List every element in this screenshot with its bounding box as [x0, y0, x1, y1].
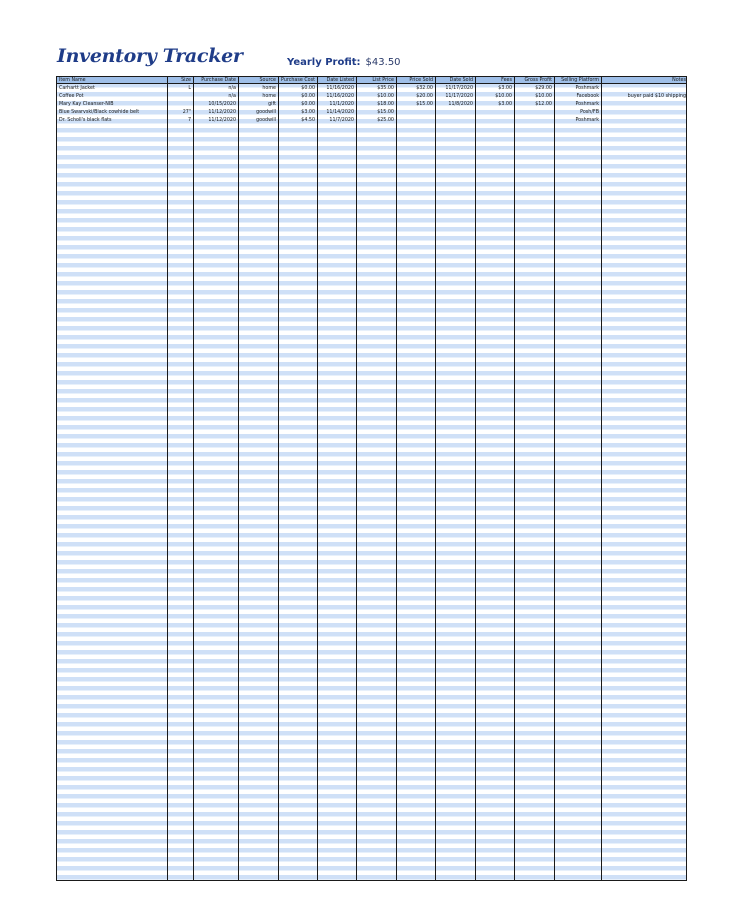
cell-list-price[interactable]: $25.00 [377, 117, 394, 123]
column-divider [238, 77, 239, 880]
cell-date-sold[interactable] [435, 116, 475, 124]
cell-gross-profit[interactable] [514, 108, 554, 116]
cell-size[interactable] [167, 100, 193, 108]
cell-date-listed[interactable]: 11/16/2020 [326, 85, 354, 91]
cell-date-sold[interactable] [435, 108, 475, 116]
cell-price-sold[interactable]: $20.00 [416, 93, 433, 99]
cell-fees[interactable] [475, 108, 514, 116]
cell-date-listed[interactable]: 11/7/2020 [329, 117, 354, 123]
cell-gross-profit[interactable]: $12.00 [535, 101, 552, 107]
column-divider [317, 77, 318, 880]
cell-selling-platform[interactable]: Facebook [576, 93, 599, 99]
col-header-purchase-cost[interactable]: Purchase Cost [278, 77, 317, 84]
col-header-price-sold[interactable]: Price Sold [396, 77, 435, 84]
cell-purchase-cost[interactable]: $0.00 [301, 85, 315, 91]
cell-date-sold[interactable]: 11/17/2020 [445, 93, 473, 99]
cell-notes[interactable] [601, 116, 687, 124]
column-divider [356, 77, 357, 880]
table-row [57, 108, 687, 116]
inventory-sheet [56, 76, 687, 881]
table-row [57, 116, 687, 124]
cell-date-listed[interactable]: 11/1/2020 [329, 101, 354, 107]
column-divider [475, 77, 476, 880]
cell-fees[interactable] [475, 116, 514, 124]
column-divider [167, 77, 168, 880]
cell-list-price[interactable]: $18.00 [377, 101, 394, 107]
cell-purchase-date[interactable]: 11/12/2020 [208, 109, 236, 115]
cell-source[interactable]: home [262, 93, 276, 99]
col-header-selling-platform[interactable]: Selling Platform [554, 77, 601, 84]
cell-gross-profit[interactable]: $29.00 [535, 85, 552, 91]
cell-size[interactable]: L [188, 85, 191, 91]
column-divider [435, 77, 436, 880]
cell-source[interactable]: gift [268, 101, 276, 107]
column-divider [514, 77, 515, 880]
cell-source[interactable]: goodwill [256, 109, 276, 115]
cell-size[interactable]: 27" [182, 109, 191, 115]
cell-fees[interactable]: $3.00 [498, 101, 512, 107]
cell-item-name[interactable]: Coffee Pot [59, 93, 84, 99]
cell-selling-platform[interactable]: Posh/FB [580, 109, 599, 115]
cell-list-price[interactable]: $10.00 [377, 93, 394, 99]
cell-purchase-cost[interactable]: $0.00 [301, 93, 315, 99]
cell-purchase-cost[interactable]: $4.50 [301, 117, 315, 123]
col-header-list-price[interactable]: List Price [356, 77, 396, 84]
cell-gross-profit[interactable]: $10.00 [535, 93, 552, 99]
yearly-profit [287, 57, 401, 68]
cell-item-name[interactable]: Blue Swarvski/Black cowhide belt [59, 109, 140, 115]
column-divider [278, 77, 279, 880]
cell-notes[interactable] [601, 84, 687, 93]
column-divider [396, 77, 397, 880]
col-header-notes[interactable]: Notes [601, 77, 687, 84]
cell-fees[interactable]: $10.00 [495, 93, 512, 99]
cell-price-sold[interactable]: $15.00 [416, 101, 433, 107]
page-title: Inventory Tracker [57, 45, 243, 67]
cell-date-sold[interactable]: 11/17/2020 [445, 85, 473, 91]
cell-price-sold[interactable] [396, 116, 435, 124]
cell-selling-platform[interactable]: Poshmark [575, 117, 599, 123]
cell-item-name[interactable]: Mary Kay Cleanser-NIB [59, 101, 114, 107]
cell-selling-platform[interactable]: Poshmark [575, 85, 599, 91]
table-row [57, 100, 687, 108]
cell-gross-profit[interactable] [514, 116, 554, 124]
cell-purchase-cost[interactable]: $0.00 [301, 101, 315, 107]
table-row [57, 84, 687, 93]
cell-notes[interactable] [601, 100, 687, 108]
cell-date-sold[interactable]: 11/8/2020 [448, 101, 473, 107]
cell-source[interactable]: goodwill [256, 117, 276, 123]
cell-selling-platform[interactable]: Poshmark [575, 101, 599, 107]
col-header-gross-profit[interactable]: Gross Profit [514, 77, 554, 84]
table-row [57, 92, 687, 100]
col-header-item-name[interactable]: Item Name [57, 77, 167, 84]
cell-notes[interactable] [601, 108, 687, 116]
cell-size[interactable] [167, 92, 193, 100]
cell-purchase-date[interactable]: n/a [228, 85, 236, 91]
yearly-profit-label: Yearly Profit: [287, 57, 361, 68]
cell-list-price[interactable]: $35.00 [377, 85, 394, 91]
cell-fees[interactable]: $3.00 [498, 85, 512, 91]
col-header-size[interactable]: Size [167, 77, 193, 84]
cell-purchase-date[interactable]: n/a [228, 93, 236, 99]
cell-price-sold[interactable] [396, 108, 435, 116]
column-divider [554, 77, 555, 880]
cell-item-name[interactable]: Dr. Scholl's black flats [59, 117, 112, 123]
cell-list-price[interactable]: $15.00 [377, 109, 394, 115]
col-header-purchase-date[interactable]: Purchase Date [193, 77, 238, 84]
col-header-date-sold[interactable]: Date Sold [435, 77, 475, 84]
yearly-profit-value: $43.50 [365, 57, 401, 68]
cell-purchase-date[interactable]: 10/15/2020 [208, 101, 236, 107]
cell-purchase-date[interactable]: 11/12/2020 [208, 117, 236, 123]
cell-date-listed[interactable]: 11/14/2020 [326, 109, 354, 115]
inventory-table [57, 77, 687, 124]
cell-source[interactable]: home [262, 85, 276, 91]
cell-size[interactable]: 7 [187, 117, 191, 123]
cell-purchase-cost[interactable]: $3.00 [301, 109, 315, 115]
col-header-source[interactable]: Source [238, 77, 278, 84]
cell-price-sold[interactable]: $32.00 [416, 85, 433, 91]
column-divider [193, 77, 194, 880]
column-divider [601, 77, 602, 880]
cell-date-listed[interactable]: 11/16/2020 [326, 93, 354, 99]
cell-item-name[interactable]: Carhartt Jacket [59, 85, 95, 91]
cell-notes[interactable]: buyer paid $10 shipping [627, 93, 686, 99]
col-header-fees[interactable]: Fees [475, 77, 514, 84]
col-header-date-listed[interactable]: Date Listed [317, 77, 356, 84]
